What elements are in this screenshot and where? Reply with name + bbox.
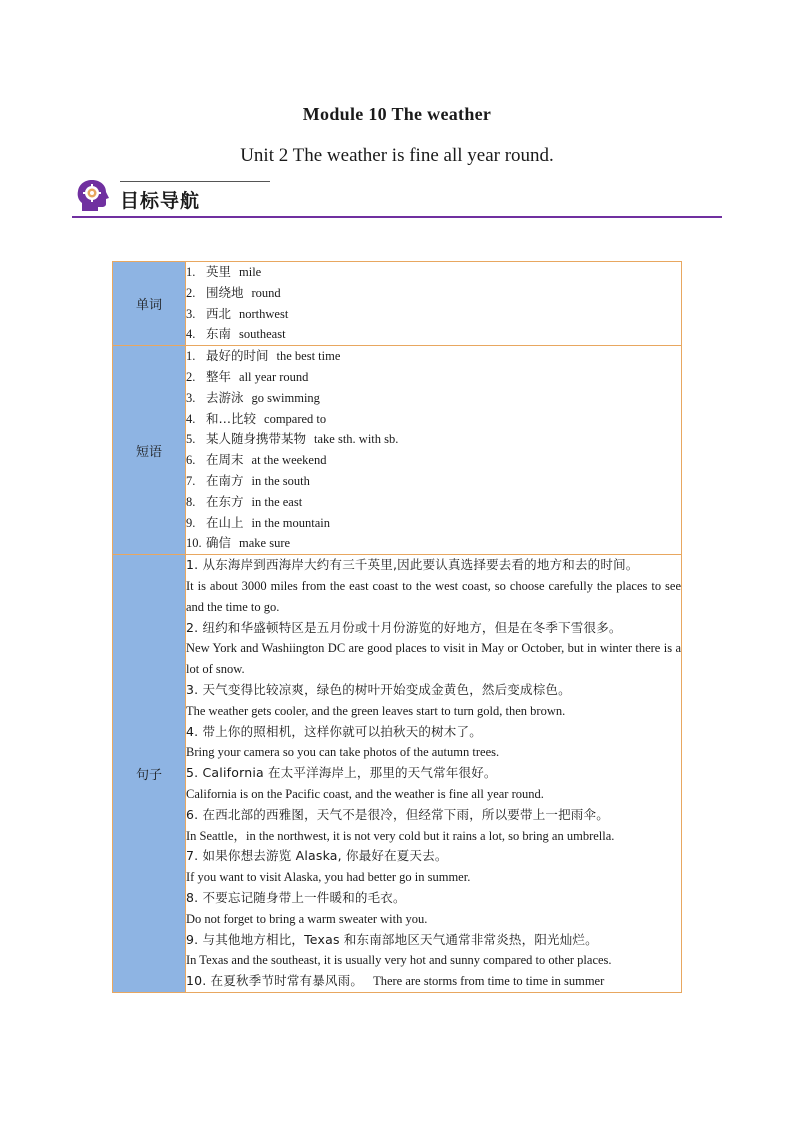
sentence-mixed: 10. 在夏秋季节时常有暴风雨。 There are storms from time to time in summer: [186, 973, 605, 989]
phrases-row: [113, 346, 682, 555]
section-header: [72, 176, 722, 218]
sentences-row: [113, 555, 682, 993]
page-subtitle: Unit 2 The weather is fine all year round.: [240, 145, 554, 166]
sentence-en: In Texas and the southeast, it is usually very hot and sunny compared to other places.: [186, 953, 612, 968]
vocab-list: [186, 262, 682, 346]
sentences-list: [186, 555, 682, 993]
sentence-zh: 2. 纽约和华盛顿特区是五月份或十月份游览的好地方，但是在冬季下雪很多。: [186, 619, 622, 635]
section-heading: 目标导航: [120, 190, 201, 212]
sentence-en: It is about 3000 miles from the east coast to the west coast, so choose carefully the places to see and the time to go.: [186, 578, 681, 614]
list-item: 5. 某人随身携带某物 take sth. with sb.: [186, 431, 399, 447]
list-item: 3. 西北 northwest: [186, 305, 289, 321]
list-item: 4. 东南 southeast: [186, 326, 286, 342]
sentence-zh: 7. 如果你想去游览 Alaska, 你最好在夏天去。: [186, 848, 448, 864]
heading-underline: [72, 216, 722, 218]
list-item: 6. 在周末 at the weekend: [186, 452, 327, 468]
sentence-en: California is on the Pacific coast, and the weather is fine all year round.: [186, 786, 544, 801]
phrases-list: [186, 346, 682, 555]
sentence-zh: 1. 从东海岸到西海岸大约有三千英里,因此要认真选择要去看的地方和去的时间。: [186, 557, 639, 573]
list-item: 10. 确信 make sure: [186, 535, 291, 551]
sentence-zh: 8. 不要忘记随身带上一件暖和的毛衣。: [186, 889, 406, 905]
list-item: 1. 英里 mile: [186, 264, 262, 279]
sentence-en: Bring your camera so you can take photos of the autumn trees.: [186, 745, 500, 760]
list-item: 7. 在南方 in the south: [186, 472, 310, 488]
sentence-zh: 4. 带上你的照相机，这样你就可以拍秋天的树木了。: [186, 723, 482, 739]
head-gear-icon: [76, 178, 110, 214]
list-item: 2. 围绕地 round: [186, 284, 281, 300]
list-item: 2. 整年 all year round: [186, 368, 309, 384]
sentence-en: The weather gets cooler, and the green leaves start to turn gold, then brown.: [186, 703, 566, 718]
list-item: 1. 最好的时间 the best time: [186, 348, 341, 364]
sentence-en: In Seattle，in the northwest, it is not very cold but it rains a lot, so bring an umbrella.: [186, 828, 615, 843]
sentence-zh: 6. 在西北部的西雅图，天气不是很冷，但经常下雨，所以要带上一把雨伞。: [186, 806, 609, 822]
vocab-row: [113, 262, 682, 346]
heading-top-rule: [120, 181, 270, 182]
list-item: 4. 和…比较 compared to: [186, 410, 327, 426]
list-item: 3. 去游泳 go swimming: [186, 389, 320, 405]
list-item: 8. 在东方 in the east: [186, 493, 303, 509]
sentence-zh: 9. 与其他地方相比，Texas 和东南部地区天气通常非常炎热，阳光灿烂。: [186, 931, 598, 947]
sentence-zh: 5. California 在太平洋海岸上，那里的天气常年很好。: [186, 765, 497, 781]
sentence-en: Do not forget to bring a warm sweater with you.: [186, 911, 428, 926]
sentences-label: 句子: [113, 555, 186, 993]
page-title: Module 10 The weather: [302, 104, 492, 124]
vocab-label: 单词: [113, 262, 186, 346]
sentence-en: If you want to visit Alaska, you had better go in summer.: [186, 870, 471, 885]
sentence-en: New York and Washiington DC are good places to visit in May or October, but in winter there is a lot of snow.: [186, 641, 681, 677]
phrases-label: 短语: [113, 346, 186, 555]
list-item: 9. 在山上 in the mountain: [186, 514, 330, 530]
study-table: [112, 261, 682, 993]
sentence-zh: 3. 天气变得比较凉爽，绿色的树叶开始变成金黄色，然后变成棕色。: [186, 681, 571, 697]
